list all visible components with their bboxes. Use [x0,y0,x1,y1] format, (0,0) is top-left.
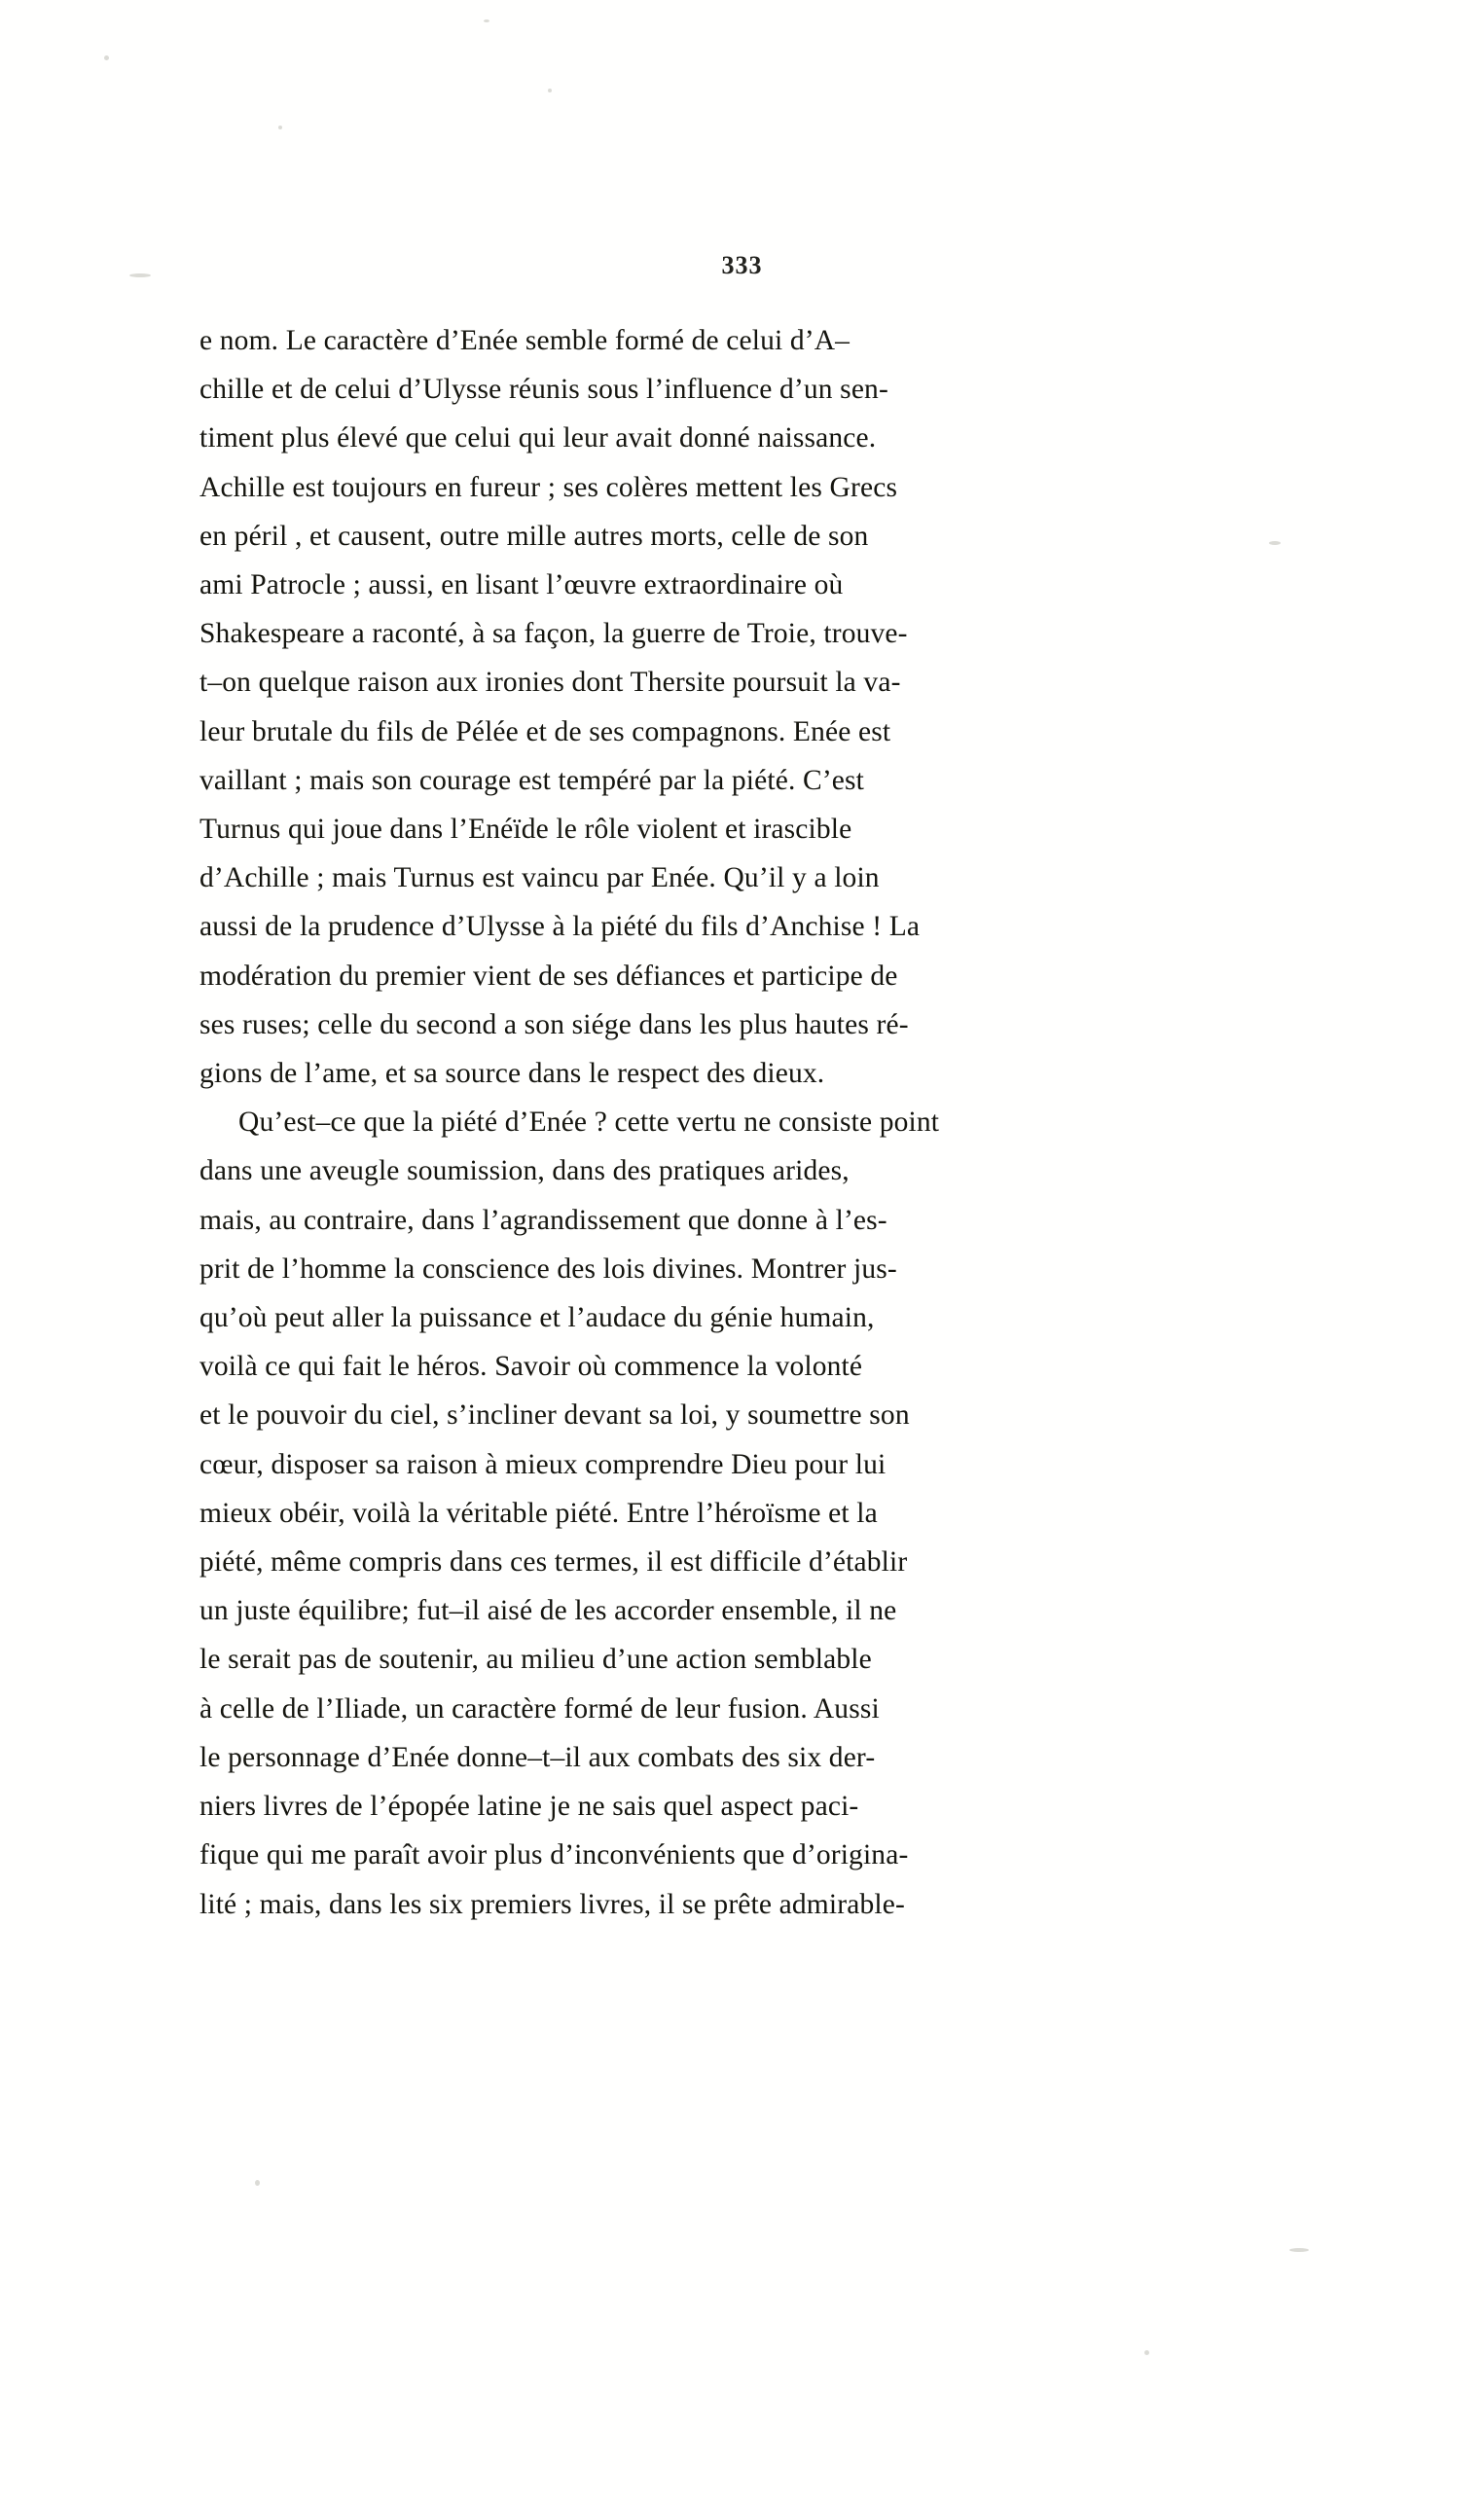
text-line: à celle de l’Iliade, un caractère formé de leur fusion. Aussi [199,1692,880,1724]
text-line: vaillant ; mais son courage est tempéré par la piété. C’est [199,764,865,796]
text-line: Turnus qui joue dans l’Enéïde le rôle violent et irascible [199,814,852,846]
paragraph-1 [199,316,1275,1098]
page-speck [1289,2248,1309,2252]
text-line: niers livres de l’épopée latine je ne sais quel aspect paci- [199,1791,859,1823]
page-speck [278,126,282,129]
text-line: ses ruses; celle du second a son siége dans les plus hautes ré- [199,1008,909,1040]
text-line: mieux obéir, voilà la véritable piété. Entre l’héroïsme et la [199,1497,878,1529]
text-line: ami Patrocle ; aussi, en lisant l’œuvre extraordinaire où [199,569,844,601]
text-line: leur brutale du fils de Pélée et de ses compagnons. Enée est [199,715,891,747]
text-line: t–on quelque raison aux ironies dont Thersite poursuit la va- [199,667,901,699]
text-line: Achille est toujours en fureur ; ses colères mettent les Grecs [199,471,898,503]
page-speck [1144,2350,1149,2355]
page-speck [484,19,489,22]
text-line: Qu’est–ce que la piété d’Enée ? cette vertu ne consiste point [238,1107,940,1139]
text-line: aussi de la prudence d’Ulysse à la piété du fils d’Anchise ! La [199,911,921,943]
text-line: e nom. Le caractère d’Enée semble formé de celui d’A– [199,325,851,356]
text-line: qu’où peut aller la puissance et l’audace du génie humain, [199,1302,875,1334]
text-line: Shakespeare a raconté, à sa façon, la guerre de Troie, trouve- [199,618,908,650]
page-number: 333 [721,251,763,279]
text-line: d’Achille ; mais Turnus est vaincu par Enée. Qu’il y a loin [199,862,880,894]
text-line: gions de l’ame, et sa source dans le respect des dieux. [199,1058,825,1090]
body-text [199,316,1275,1929]
text-line: piété, même compris dans ces termes, il est difficile d’établir [199,1546,908,1579]
text-line: le serait pas de soutenir, au milieu d’une action semblable [199,1644,872,1676]
text-line: modération du premier vient de ses défiances et participe de [199,960,898,992]
text-line: en péril , et causent, outre mille autres morts, celle de son [199,520,869,552]
text-line: fique qui me paraît avoir plus d’inconvénients que d’origina- [199,1839,909,1871]
text-line: dans une aveugle soumission, dans des pratiques arides, [199,1155,850,1187]
page-speck [548,89,552,92]
text-line: lité ; mais, dans les six premiers livres, il se prête admirable- [199,1888,905,1920]
text-line: un juste équilibre; fut–il aisé de les accorder ensemble, il ne [199,1595,897,1627]
page-speck [104,55,109,60]
text-line: timent plus élevé que celui qui leur avait donné naissance. [199,422,877,454]
paragraph-2 [199,1098,1275,1928]
text-line: voilà ce qui fait le héros. Savoir où commence la volonté [199,1351,863,1383]
text-line: et le pouvoir du ciel, s’incliner devant sa loi, y soumettre son [199,1399,910,1432]
text-line: le personnage d’Enée donne–t–il aux combats des six der- [199,1741,876,1773]
page-speck [255,2180,260,2186]
text-line: mais, au contraire, dans l’agrandissement que donne à l’es- [199,1204,887,1236]
text-line: prit de l’homme la conscience des lois divines. Montrer jus- [199,1252,897,1285]
text-line: cœur, disposer sa raison à mieux comprendre Dieu pour lui [199,1448,887,1480]
text-line: chille et de celui d’Ulysse réunis sous l’influence d’un sen- [199,374,888,406]
